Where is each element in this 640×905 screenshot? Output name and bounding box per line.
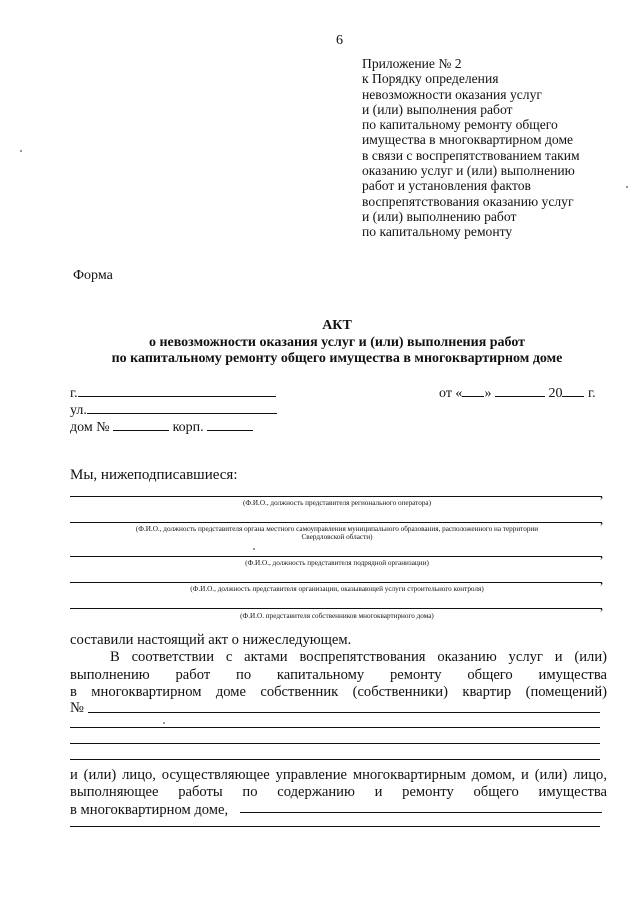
paragraph-line: выполнению работ по капитальному ремонту общего имущества bbox=[70, 667, 607, 683]
building-prefix: корп. bbox=[172, 420, 204, 435]
paragraph-line: в многоквартирном доме, bbox=[70, 802, 229, 818]
document-subtitle-line: по капитальному ремонту общего имущества в многоквартирном доме bbox=[111, 351, 563, 366]
caption-local-government-cont: Свердловской области) bbox=[301, 533, 373, 541]
apartment-number-label: № bbox=[70, 700, 84, 716]
appendix-line: и (или) выполнения работ bbox=[362, 101, 513, 117]
owners-representative-line[interactable] bbox=[70, 608, 602, 609]
street-prefix: ул. bbox=[70, 403, 87, 418]
year-suffix: г. bbox=[587, 386, 596, 401]
appendix-line: к Порядку определения bbox=[362, 71, 499, 87]
caption-owners-representative: (Ф.И.О. представителя собственников многоквартирного дома) bbox=[240, 612, 434, 620]
building-blank[interactable] bbox=[207, 418, 253, 431]
appendix-line: Приложение № 2 bbox=[362, 56, 462, 71]
construction-control-line[interactable] bbox=[70, 582, 602, 583]
comma: , bbox=[600, 512, 604, 527]
appendix-line: оказанию услуг и (или) выполнению bbox=[362, 163, 575, 179]
comma: , bbox=[600, 598, 604, 613]
caption-construction-control: (Ф.И.О., должность представителя организации, оказывающей услуги строительного контроля) bbox=[190, 585, 484, 593]
scan-speck bbox=[626, 186, 628, 188]
city-blank[interactable] bbox=[78, 384, 276, 397]
page-number: 6 bbox=[336, 33, 343, 48]
local-government-line[interactable] bbox=[70, 522, 602, 523]
document-subtitle-line: о невозможности оказания услуг и (или) выполнения работ bbox=[148, 335, 526, 350]
city-field bbox=[70, 384, 276, 402]
paragraph-line: В соответствии с актами воспрепятствования оказанию услуг и (или) bbox=[110, 649, 607, 665]
house-field bbox=[70, 418, 253, 436]
scan-speck bbox=[20, 150, 22, 152]
appendix-line: по капитальному ремонту общего bbox=[362, 117, 558, 133]
date-mid: » bbox=[484, 386, 492, 401]
appendix-line: воспрепятствования оказанию услуг bbox=[362, 193, 574, 209]
scan-speck bbox=[253, 548, 255, 550]
appendix-line: по капитальному ремонту bbox=[362, 224, 513, 240]
composed-statement: составили настоящий акт о нижеследующем. bbox=[70, 632, 352, 648]
form-label: Форма bbox=[73, 268, 113, 283]
caption-regional-operator: (Ф.И.О., должность представителя регионального оператора) bbox=[242, 499, 431, 507]
document-title: АКТ bbox=[322, 318, 352, 333]
caption-local-government: (Ф.И.О., должность представителя органа местного самоуправления муниципального образования, расположенного на территории bbox=[135, 525, 539, 533]
appendix-line: работ и установления фактов bbox=[362, 178, 531, 194]
year-blank[interactable] bbox=[562, 384, 584, 397]
paragraph-line: и (или) лицо, осуществляющее управление многоквартирным домом, и (или) лицо, bbox=[70, 767, 607, 783]
blank-line[interactable] bbox=[70, 759, 600, 760]
caption-contractor: (Ф.И.О., должность представителя подрядной организации) bbox=[245, 559, 429, 567]
blank-line[interactable] bbox=[70, 743, 600, 744]
blank-line[interactable] bbox=[70, 727, 600, 728]
apartment-numbers-line[interactable] bbox=[88, 712, 600, 713]
street-blank[interactable] bbox=[87, 401, 277, 414]
signatories-intro: Мы, нижеподписавшиеся: bbox=[70, 467, 238, 483]
appendix-line: имущества в многоквартирном доме bbox=[362, 132, 574, 148]
month-blank[interactable] bbox=[495, 384, 545, 397]
paragraph-line: выполняющее работы по содержанию и ремонту общего имущества bbox=[70, 784, 607, 800]
appendix-line: в связи с воспрепятствованием таким bbox=[362, 147, 580, 163]
house-prefix: дом № bbox=[70, 420, 110, 435]
management-org-line[interactable] bbox=[240, 812, 602, 813]
day-blank[interactable] bbox=[462, 384, 484, 397]
comma: , bbox=[600, 572, 604, 587]
date-open: от « bbox=[439, 386, 463, 401]
date-field bbox=[439, 384, 596, 402]
comma: , bbox=[600, 486, 604, 501]
year-prefix: 20 bbox=[548, 386, 563, 401]
scan-speck bbox=[163, 722, 165, 724]
contractor-line[interactable] bbox=[70, 556, 602, 557]
paragraph-line: в многоквартирном доме собственник (собственники) квартир (помещений) bbox=[70, 684, 607, 700]
blank-line[interactable] bbox=[70, 826, 600, 827]
city-prefix: г. bbox=[70, 386, 78, 401]
appendix-block bbox=[362, 56, 580, 240]
street-field bbox=[70, 401, 277, 419]
appendix-line: невозможности оказания услуг bbox=[362, 86, 542, 102]
appendix-line: и (или) выполнению работ bbox=[362, 208, 517, 224]
comma: , bbox=[600, 546, 604, 561]
house-blank[interactable] bbox=[113, 418, 169, 431]
regional-operator-line[interactable] bbox=[70, 496, 602, 497]
